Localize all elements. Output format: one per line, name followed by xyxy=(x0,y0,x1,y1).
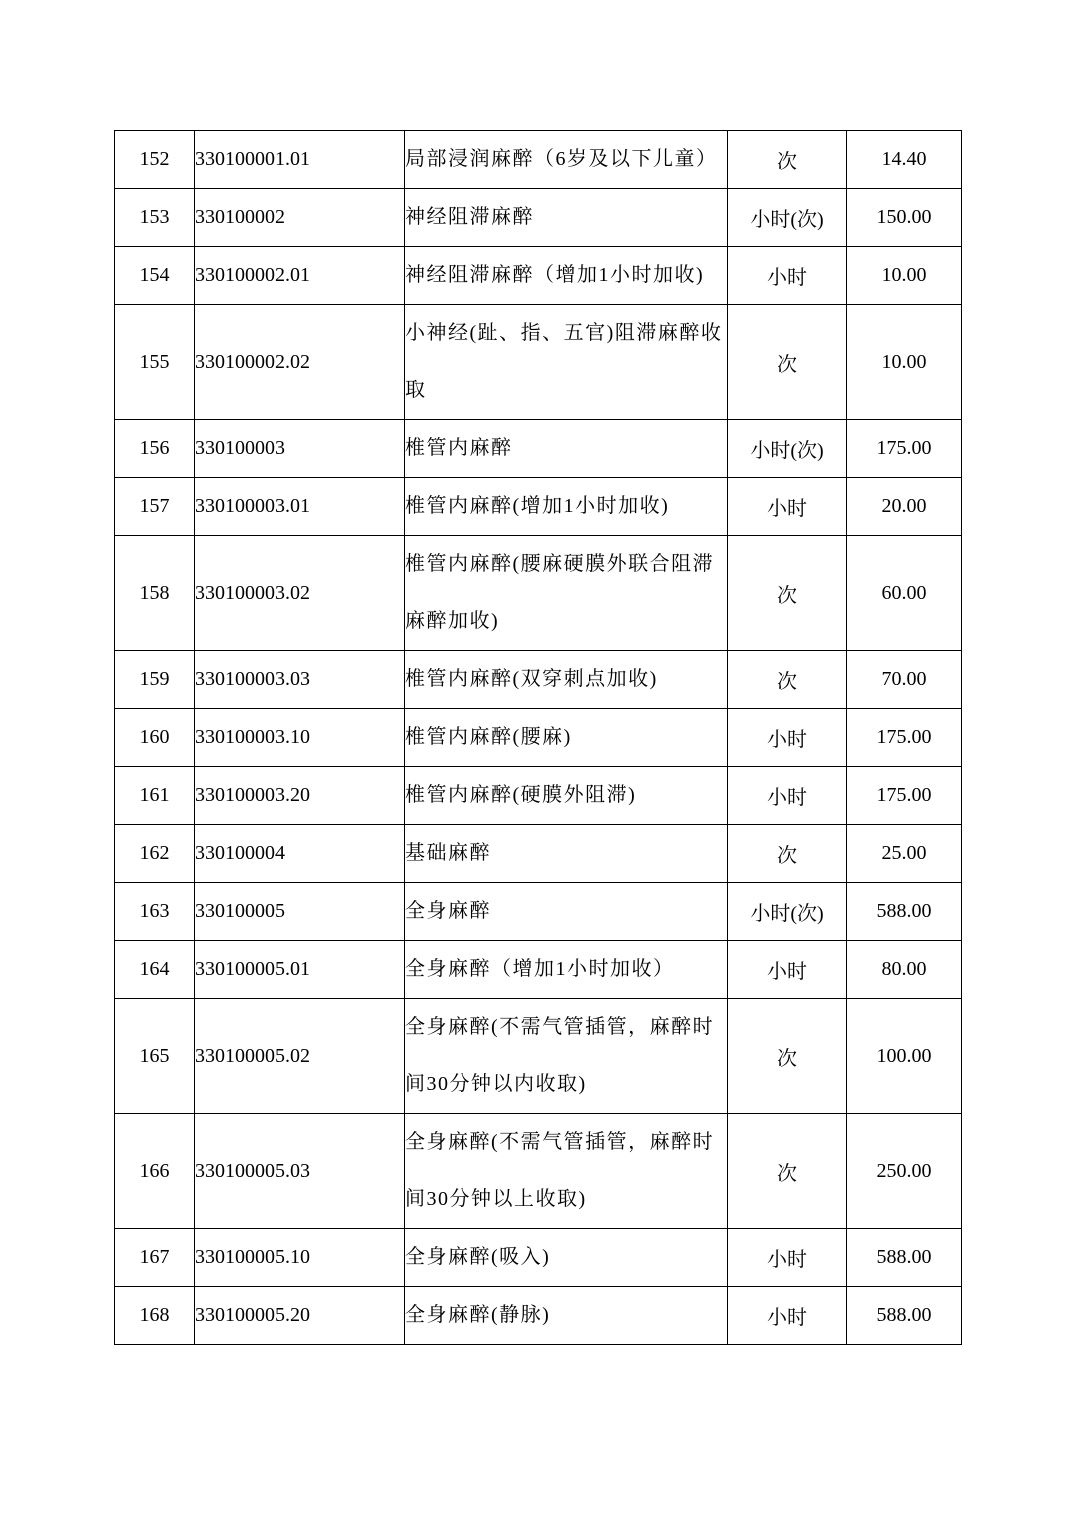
item-code-cell: 330100003.02 xyxy=(195,536,405,651)
item-code-cell: 330100003.10 xyxy=(195,709,405,767)
item-name-cell: 局部浸润麻醉（6岁及以下儿童） xyxy=(405,131,728,189)
item-name-cell: 神经阻滞麻醉 xyxy=(405,189,728,247)
unit-cell: 小时(次) xyxy=(728,420,847,478)
row-number-cell: 155 xyxy=(115,305,195,420)
row-number-cell: 160 xyxy=(115,709,195,767)
table-row xyxy=(115,767,962,825)
item-code-cell: 330100005 xyxy=(195,883,405,941)
table-row xyxy=(115,651,962,709)
table-row xyxy=(115,709,962,767)
table-row xyxy=(115,420,962,478)
unit-cell: 次 xyxy=(728,825,847,883)
row-number-cell: 159 xyxy=(115,651,195,709)
item-code-cell: 330100005.02 xyxy=(195,999,405,1114)
price-cell: 588.00 xyxy=(847,1287,962,1345)
item-name-cell: 椎管内麻醉(双穿刺点加收) xyxy=(405,651,728,709)
row-number-cell: 161 xyxy=(115,767,195,825)
row-number-cell: 168 xyxy=(115,1287,195,1345)
table-row xyxy=(115,883,962,941)
row-number-cell: 157 xyxy=(115,478,195,536)
price-cell: 588.00 xyxy=(847,883,962,941)
unit-cell: 小时 xyxy=(728,478,847,536)
price-cell: 14.40 xyxy=(847,131,962,189)
item-name-cell: 小神经(趾、指、五官)阻滞麻醉收取 xyxy=(405,305,728,420)
unit-cell: 小时 xyxy=(728,247,847,305)
price-cell: 80.00 xyxy=(847,941,962,999)
row-number-cell: 164 xyxy=(115,941,195,999)
item-code-cell: 330100003.03 xyxy=(195,651,405,709)
item-name-cell: 全身麻醉(不需气管插管，麻醉时间30分钟以内收取) xyxy=(405,999,728,1114)
table-row xyxy=(115,999,962,1114)
unit-cell: 次 xyxy=(728,131,847,189)
row-number-cell: 154 xyxy=(115,247,195,305)
row-number-cell: 166 xyxy=(115,1114,195,1229)
item-name-cell: 椎管内麻醉 xyxy=(405,420,728,478)
unit-cell: 次 xyxy=(728,999,847,1114)
row-number-cell: 156 xyxy=(115,420,195,478)
item-name-cell: 椎管内麻醉(增加1小时加收) xyxy=(405,478,728,536)
price-cell: 25.00 xyxy=(847,825,962,883)
price-cell: 10.00 xyxy=(847,305,962,420)
table-row xyxy=(115,1114,962,1229)
price-cell: 20.00 xyxy=(847,478,962,536)
price-cell: 175.00 xyxy=(847,420,962,478)
price-cell: 70.00 xyxy=(847,651,962,709)
unit-cell: 小时(次) xyxy=(728,883,847,941)
price-cell: 60.00 xyxy=(847,536,962,651)
unit-cell: 小时 xyxy=(728,941,847,999)
row-number-cell: 167 xyxy=(115,1229,195,1287)
row-number-cell: 158 xyxy=(115,536,195,651)
item-code-cell: 330100003 xyxy=(195,420,405,478)
row-number-cell: 153 xyxy=(115,189,195,247)
table-row xyxy=(115,941,962,999)
item-name-cell: 全身麻醉（增加1小时加收） xyxy=(405,941,728,999)
unit-cell: 次 xyxy=(728,305,847,420)
item-code-cell: 330100003.20 xyxy=(195,767,405,825)
fee-table xyxy=(114,130,962,1345)
item-code-cell: 330100002 xyxy=(195,189,405,247)
price-cell: 175.00 xyxy=(847,709,962,767)
table-row xyxy=(115,478,962,536)
row-number-cell: 165 xyxy=(115,999,195,1114)
item-name-cell: 椎管内麻醉(腰麻硬膜外联合阻滞麻醉加收) xyxy=(405,536,728,651)
item-name-cell: 全身麻醉(吸入) xyxy=(405,1229,728,1287)
item-name-cell: 全身麻醉(静脉) xyxy=(405,1287,728,1345)
unit-cell: 次 xyxy=(728,536,847,651)
table-row xyxy=(115,536,962,651)
row-number-cell: 163 xyxy=(115,883,195,941)
item-code-cell: 330100005.03 xyxy=(195,1114,405,1229)
fee-table-body xyxy=(115,131,962,1345)
item-name-cell: 椎管内麻醉(腰麻) xyxy=(405,709,728,767)
price-cell: 250.00 xyxy=(847,1114,962,1229)
price-cell: 150.00 xyxy=(847,189,962,247)
row-number-cell: 152 xyxy=(115,131,195,189)
item-name-cell: 基础麻醉 xyxy=(405,825,728,883)
unit-cell: 小时 xyxy=(728,1229,847,1287)
table-row xyxy=(115,247,962,305)
table-row xyxy=(115,131,962,189)
unit-cell: 小时 xyxy=(728,767,847,825)
item-name-cell: 全身麻醉 xyxy=(405,883,728,941)
item-code-cell: 330100003.01 xyxy=(195,478,405,536)
unit-cell: 次 xyxy=(728,651,847,709)
item-code-cell: 330100004 xyxy=(195,825,405,883)
item-code-cell: 330100002.02 xyxy=(195,305,405,420)
item-code-cell: 330100005.01 xyxy=(195,941,405,999)
item-name-cell: 神经阻滞麻醉（增加1小时加收) xyxy=(405,247,728,305)
price-cell: 175.00 xyxy=(847,767,962,825)
table-row xyxy=(115,825,962,883)
table-row xyxy=(115,305,962,420)
price-cell: 10.00 xyxy=(847,247,962,305)
unit-cell: 小时 xyxy=(728,1287,847,1345)
table-row xyxy=(115,189,962,247)
item-code-cell: 330100002.01 xyxy=(195,247,405,305)
item-code-cell: 330100005.20 xyxy=(195,1287,405,1345)
price-cell: 100.00 xyxy=(847,999,962,1114)
unit-cell: 小时(次) xyxy=(728,189,847,247)
table-row xyxy=(115,1287,962,1345)
unit-cell: 小时 xyxy=(728,709,847,767)
row-number-cell: 162 xyxy=(115,825,195,883)
item-name-cell: 全身麻醉(不需气管插管，麻醉时间30分钟以上收取) xyxy=(405,1114,728,1229)
item-name-cell: 椎管内麻醉(硬膜外阻滞) xyxy=(405,767,728,825)
table-row xyxy=(115,1229,962,1287)
price-cell: 588.00 xyxy=(847,1229,962,1287)
item-code-cell: 330100001.01 xyxy=(195,131,405,189)
item-code-cell: 330100005.10 xyxy=(195,1229,405,1287)
unit-cell: 次 xyxy=(728,1114,847,1229)
